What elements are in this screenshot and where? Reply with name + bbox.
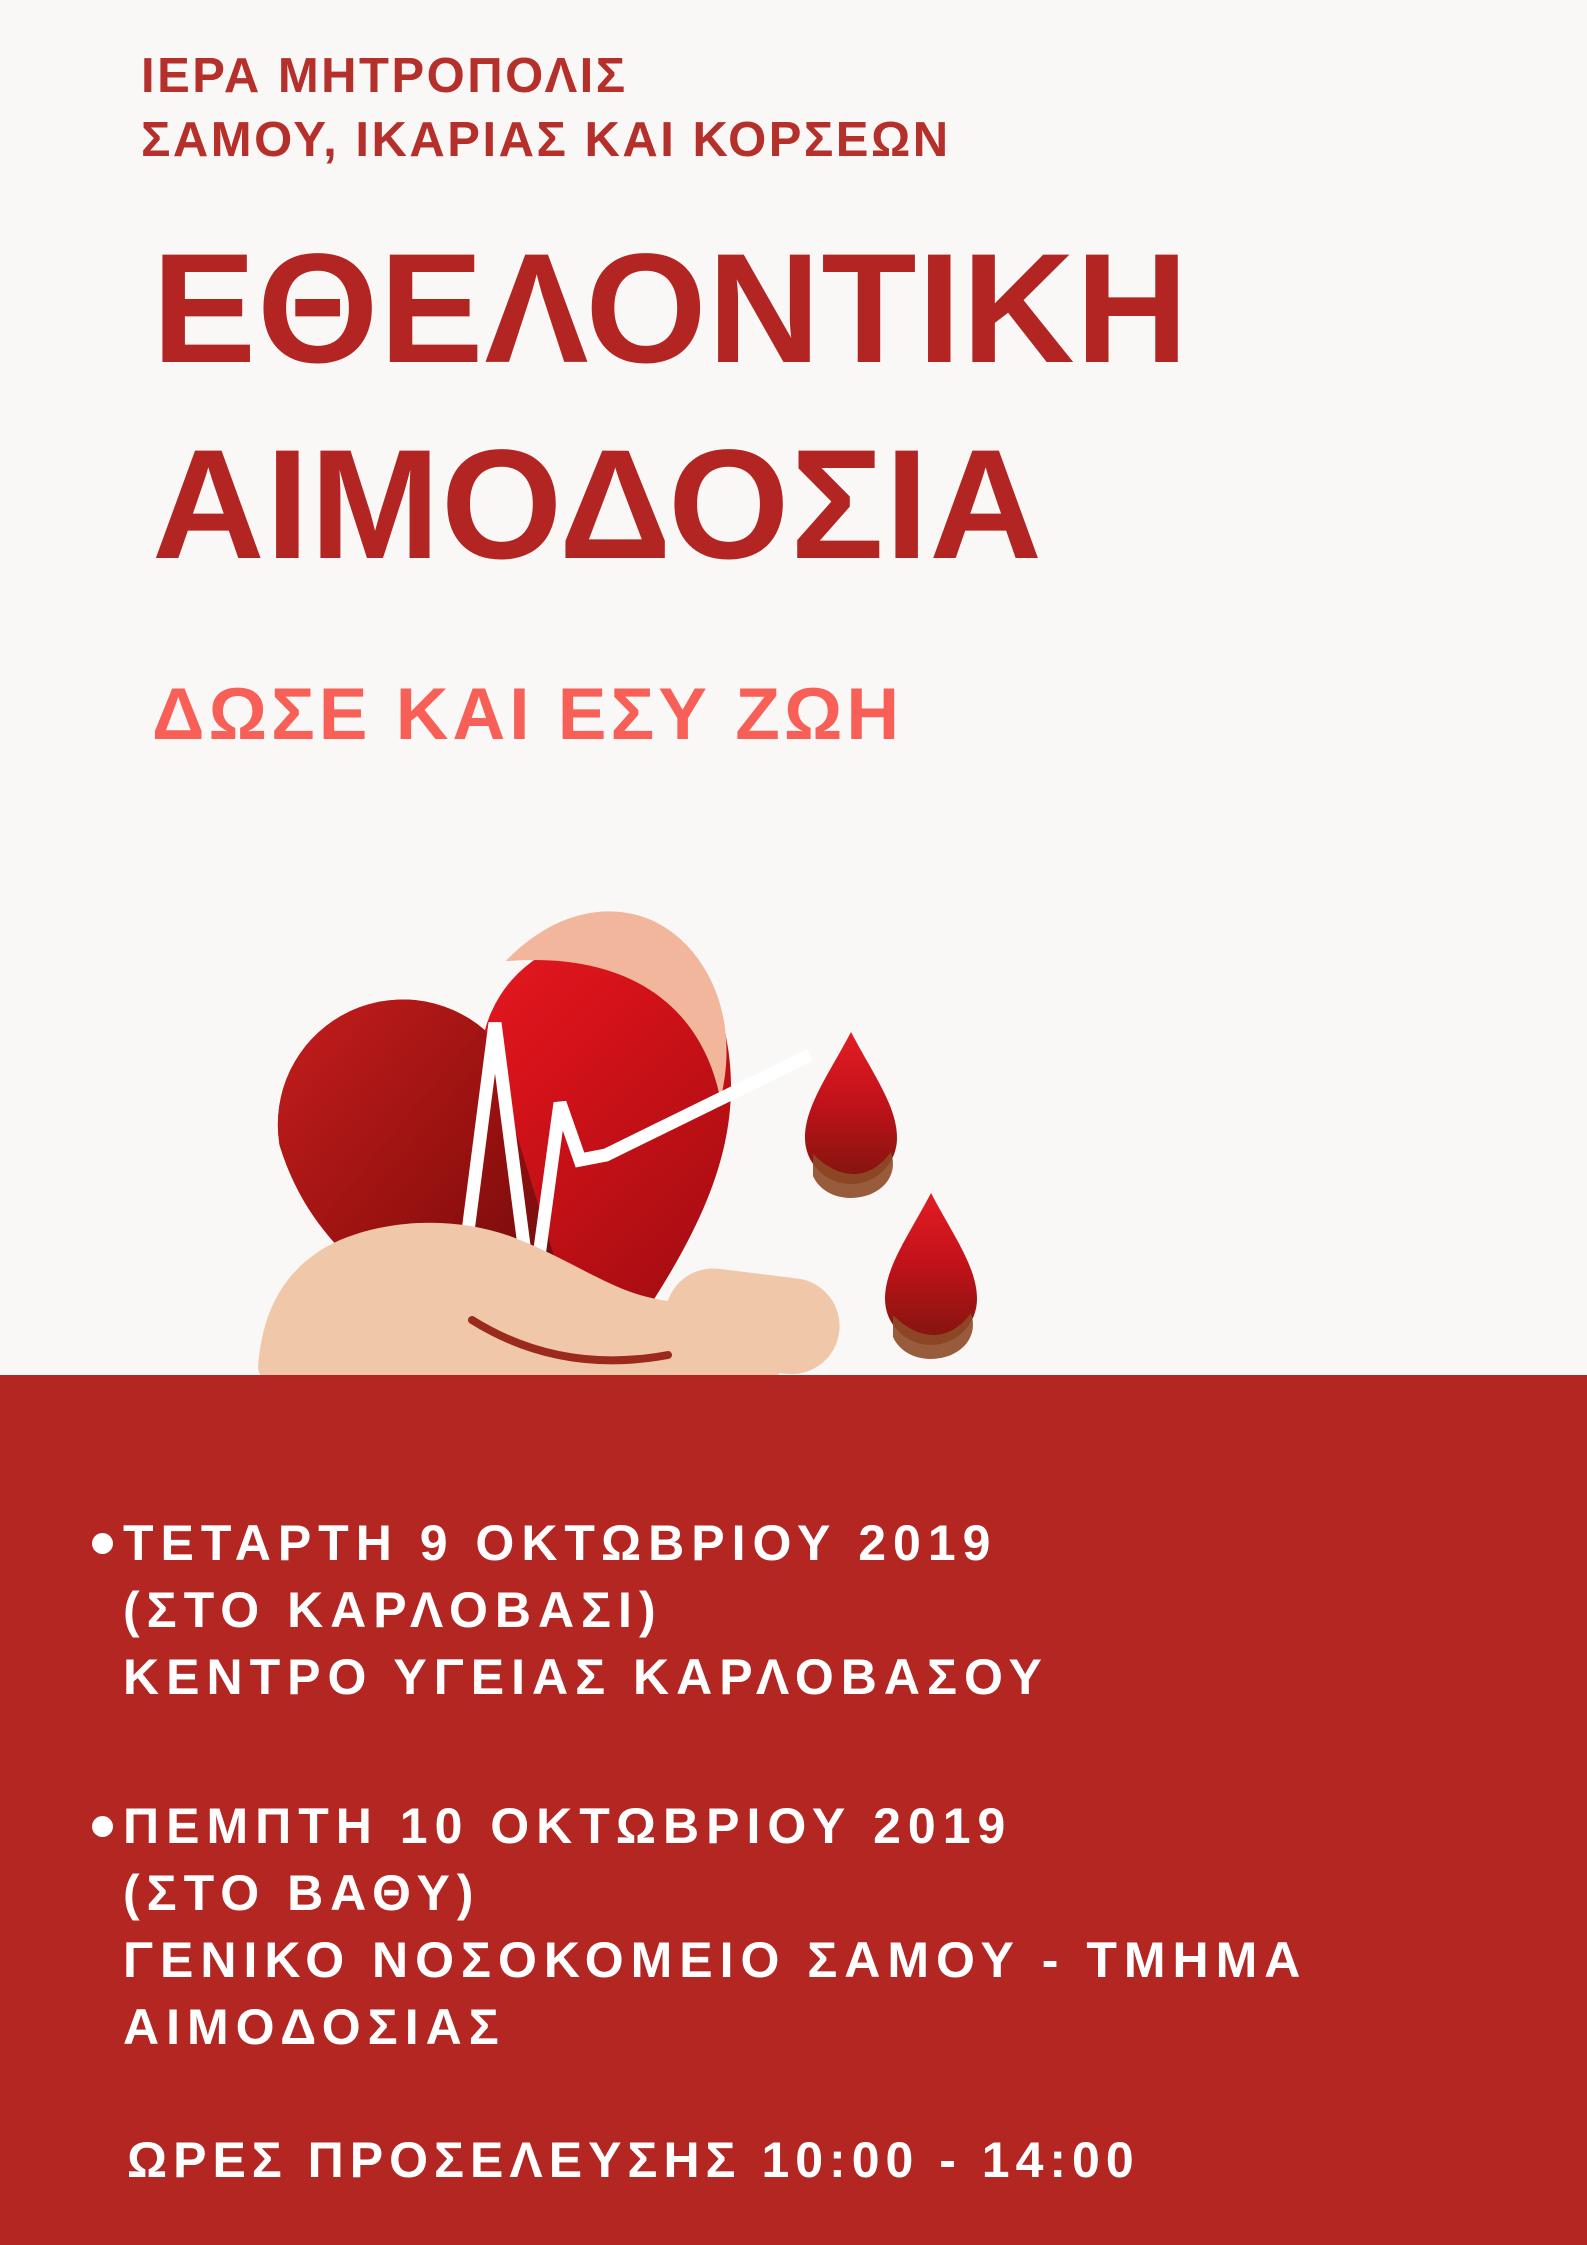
title-line2: ΑΙΜΟΔΟΣΙΑ: [152, 418, 1043, 592]
event-1-venue: ΚΕΝΤΡΟ ΥΓΕΙΑΣ ΚΑΡΛΟΒΑΣΟΥ: [123, 1649, 1049, 1705]
info-band: [0, 1375, 1587, 2245]
event-1-date: ΤΕΤΑΡΤΗ 9 ΟΚΤΩΒΡΙΟΥ 2019: [123, 1510, 1353, 1577]
page-title: [152, 211, 1189, 603]
subtitle: ΔΩΣΕ ΚΑΙ ΕΣΥ ΖΩΗ: [152, 674, 904, 755]
organization-line2: ΣΑΜΟΥ, ΙΚΑΡΙΑΣ ΚΑΙ ΚΟΡΣΕΩΝ: [141, 113, 951, 167]
blood-drop-icon: [805, 1032, 897, 1198]
title-line1: ΕΘΕΛΟΝΤΙΚΗ: [152, 222, 1190, 396]
event-item-2: [123, 1793, 1353, 2061]
event-2-location-note: (ΣΤΟ ΒΑΘΥ): [123, 1865, 481, 1921]
blood-drop-icon: [885, 1193, 977, 1359]
organization-line1: ΙΕΡΑ ΜΗΤΡΟΠΟΛΙΣ: [141, 49, 628, 103]
event-1-location-note: (ΣΤΟ ΚΑΡΛΟΒΑΣΙ): [123, 1582, 663, 1638]
hours-line: ΩΡΕΣ ΠΡΟΣΕΛΕΥΣΗΣ 10:00 - 14:00: [127, 2132, 1140, 2188]
event-2-date: ΠΕΜΠΤΗ 10 ΟΚΤΩΒΡΙΟΥ 2019: [123, 1793, 1353, 1860]
event-item-1: [123, 1510, 1353, 1711]
event-2-venue: ΓΕΝΙΚΟ ΝΟΣΟΚΟΜΕΙΟ ΣΑΜΟΥ - ΤΜΗΜΑ ΑΙΜΟΔΟΣΙΑΣ: [123, 1932, 1308, 2055]
organization-header: [141, 44, 951, 172]
